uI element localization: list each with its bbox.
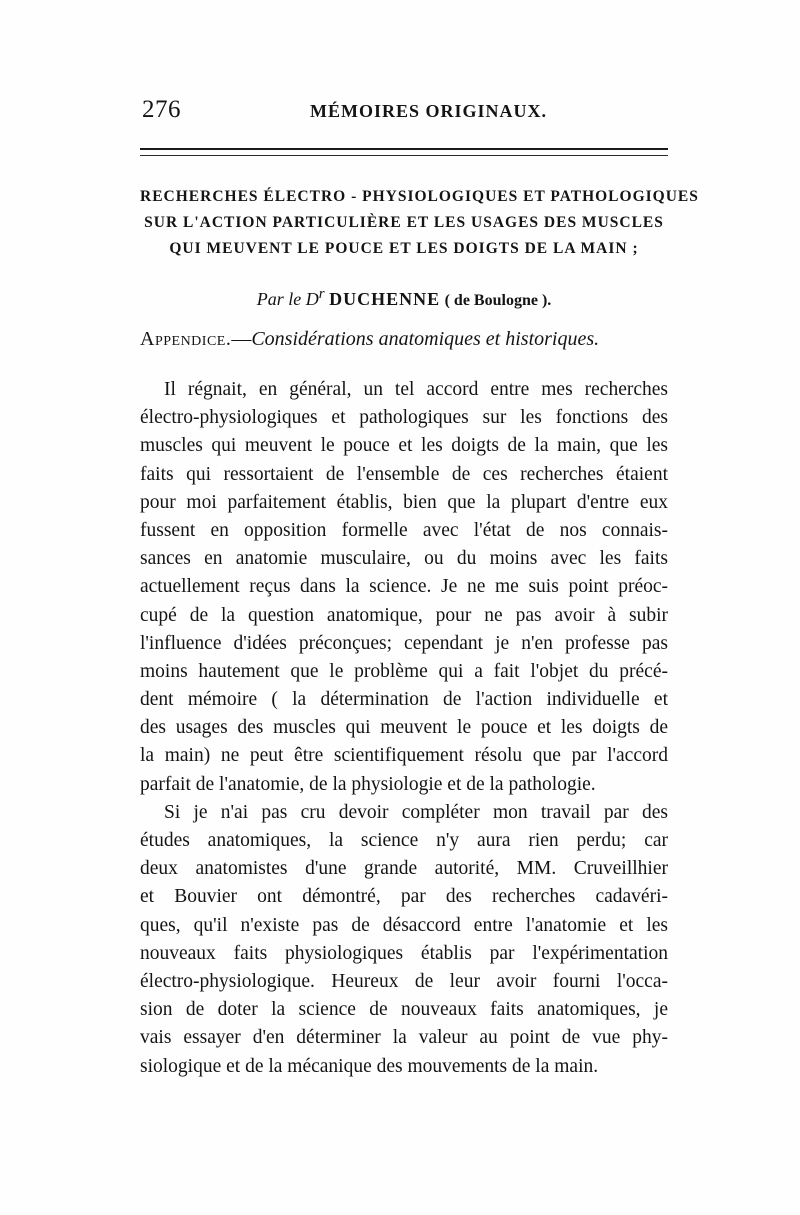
title-line: RECHERCHES ÉLECTRO - PHYSIOLOGIQUES ET PATHOLOGIQUES — [140, 188, 699, 205]
page-header — [140, 96, 668, 130]
author-name: DUCHENNE — [329, 289, 441, 309]
text-line: Si je n'ai pas cru devoir compléter mon travail par des — [164, 801, 668, 823]
text-line: moins hautement que le problème qui a fait l'objet du précé- — [140, 660, 668, 682]
text-line: électro-physiologique. Heureux de leur avoir fourni l'occa- — [140, 970, 668, 992]
article-title — [140, 184, 699, 262]
header-rule — [140, 148, 668, 150]
text-line: sances en anatomie musculaire, ou du moins avec les faits — [140, 548, 668, 570]
text-line: faits qui ressortaient de l'ensemble de ces recherches étaient — [140, 463, 668, 485]
section-heading — [140, 328, 680, 351]
text-line: des usages des muscles qui meuvent le pouce et les doigts de — [140, 717, 668, 739]
text-line: pour moi parfaitement établis, bien que la plupart d'entre eux — [140, 491, 668, 513]
appendix-dash: — — [231, 328, 252, 350]
text-line: siologique et de la mécanique des mouvements de la main. — [140, 1055, 599, 1077]
text-line: l'influence d'idées préconçues; cependant je n'en professe pas — [140, 632, 668, 654]
body-text — [140, 376, 668, 1081]
appendix-heading: Considérations anatomiques et historiques. — [251, 328, 600, 350]
text-line: actuellement reçus dans la science. Je ne me suis point préoc- — [140, 576, 668, 598]
header-rule-thin — [140, 155, 668, 156]
paragraph-2 — [140, 799, 668, 1081]
text-line: la main) ne peut être scientifiquement résolu que par l'accord — [140, 745, 668, 767]
text-line: électro-physiologiques et pathologiques sur les fonctions des — [140, 407, 668, 429]
text-line: fussent en opposition formelle avec l'état de nos connais- — [140, 519, 668, 541]
text-line: nouveaux faits physiologiques établis par l'expérimentation — [140, 942, 668, 964]
text-line: deux anatomistes d'une grande autorité, MM. Cruveillhier — [140, 858, 668, 880]
text-line: Il régnait, en général, un tel accord entre mes recherches — [164, 379, 668, 400]
text-line: dent mémoire ( la détermination de l'action individuelle et — [140, 689, 668, 711]
author-location: ( de Boulogne ). — [444, 292, 552, 309]
title-line: SUR L'ACTION PARTICULIÈRE ET LES USAGES DES MUSCLES — [144, 214, 664, 231]
text-line: muscles qui meuvent le pouce et les doigts de la main, que les — [140, 435, 668, 457]
paragraph-1 — [140, 376, 668, 799]
author-prefix: Par le D — [256, 289, 319, 309]
text-line: sion de doter la science de nouveaux faits anatomiques, je — [140, 999, 668, 1021]
text-line: vais essayer d'en déterminer la valeur au point de vue phy- — [140, 1027, 668, 1049]
author-line — [140, 286, 668, 310]
text-line: études anatomiques, la science n'y aura rien perdu; car — [140, 830, 668, 851]
author-superscript: r — [318, 286, 325, 302]
text-line: ques, qu'il n'existe pas de désaccord entre l'anatomie et les — [140, 914, 668, 936]
title-line: QUI MEUVENT LE POUCE ET LES DOIGTS DE LA MAIN ; — [169, 240, 639, 257]
text-line: cupé de la question anatomique, pour ne pas avoir à subir — [140, 604, 668, 626]
running-head: MÉMOIRES ORIGINAUX. — [310, 101, 548, 121]
text-line: parfait de l'anatomie, de la physiologie et de la pathologie. — [140, 773, 596, 795]
appendix-label: Appendice. — [140, 328, 232, 350]
page-number: 276 — [142, 96, 181, 123]
text-line: et Bouvier ont démontré, par des recherches cadavéri- — [140, 886, 668, 908]
